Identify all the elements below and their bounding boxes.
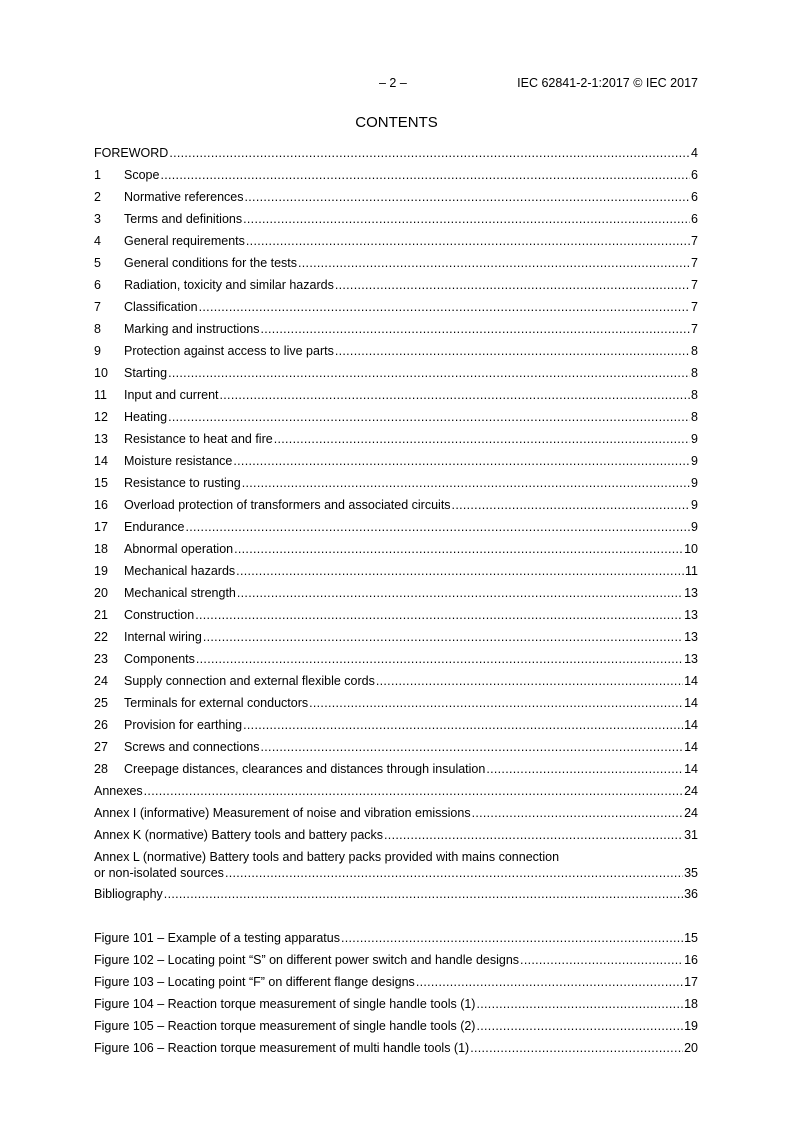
toc-entry[interactable] <box>94 541 698 557</box>
toc-page-number: 13 <box>684 630 698 644</box>
figure-entry-text: Figure 102 – Locating point “S” on different power switch and handle designs <box>94 953 520 967</box>
toc-clause-number: 19 <box>94 564 108 578</box>
toc-clause-number: 10 <box>94 366 108 380</box>
toc-entry-text: Protection against access to live parts <box>124 344 334 358</box>
toc-clause-number: 6 <box>94 278 101 292</box>
toc-page-number: 6 <box>691 212 698 226</box>
toc-clause-number: 9 <box>94 344 101 358</box>
toc-entry[interactable] <box>94 805 698 821</box>
toc-page-number: 9 <box>691 520 698 534</box>
toc-clause-number: 25 <box>94 696 108 710</box>
dot-leader <box>203 629 683 645</box>
dot-leader <box>234 541 683 557</box>
toc-entry-text: Classification <box>124 300 198 314</box>
toc-entry[interactable] <box>94 233 698 249</box>
toc-page-number: 8 <box>691 366 698 380</box>
figure-page-number: 18 <box>684 997 698 1011</box>
dot-leader <box>169 145 690 161</box>
toc-clause-number: 15 <box>94 476 108 490</box>
toc-page-number: 13 <box>684 652 698 666</box>
dot-leader <box>144 783 683 799</box>
figure-entry[interactable] <box>94 996 698 1012</box>
figure-entry-text: Figure 106 – Reaction torque measurement of multi handle tools (1) <box>94 1041 470 1055</box>
toc-clause-number: 11 <box>94 388 107 402</box>
dot-leader <box>376 673 683 689</box>
dot-leader <box>243 211 690 227</box>
toc-page-number: 6 <box>691 168 698 182</box>
figure-page-number: 16 <box>684 953 698 967</box>
toc-entry[interactable] <box>94 167 698 183</box>
dot-leader <box>236 563 684 579</box>
toc-page-number: 7 <box>691 322 698 336</box>
toc-page-number: 24 <box>684 806 698 820</box>
toc-page-number: 14 <box>684 762 698 776</box>
dot-leader <box>245 189 691 205</box>
toc-entry-text: Mechanical hazards <box>124 564 236 578</box>
toc-page-number: 8 <box>691 410 698 424</box>
toc-entry-text: Moisture resistance <box>124 454 233 468</box>
toc-page-number: 10 <box>684 542 698 556</box>
toc-entry-text: Starting <box>124 366 168 380</box>
toc-clause-number: 16 <box>94 498 108 512</box>
dot-leader <box>168 409 690 425</box>
page-number: – 2 – <box>379 76 407 90</box>
toc-entry[interactable] <box>94 299 698 315</box>
figure-entry-text: Figure 101 – Example of a testing apparatus <box>94 931 340 945</box>
figure-page-number: 20 <box>684 1041 698 1055</box>
toc-clause-number: 12 <box>94 410 108 424</box>
toc-entry[interactable] <box>94 717 698 733</box>
toc-clause-number: 18 <box>94 542 108 556</box>
dot-leader <box>246 233 690 249</box>
figure-page-number: 19 <box>684 1019 698 1033</box>
toc-clause-number: 22 <box>94 630 108 644</box>
dot-leader <box>416 974 683 990</box>
toc-entry-text: General requirements <box>124 234 245 248</box>
toc-entry-text: Terminals for external conductors <box>124 696 309 710</box>
dot-leader <box>470 1040 683 1056</box>
toc-page-number: 8 <box>691 344 698 358</box>
toc-entry[interactable] <box>94 343 698 359</box>
toc-page-number: 7 <box>691 234 698 248</box>
toc-clause-number: 24 <box>94 674 108 688</box>
toc-entry-text: Screws and connections <box>124 740 260 754</box>
dot-leader <box>160 167 690 183</box>
toc-entry-text: Annex K (normative) Battery tools and battery packs <box>94 828 384 842</box>
toc-entry-text: Annex L (normative) Battery tools and battery packs provided with mains connection <box>94 850 560 864</box>
toc-clause-number: 21 <box>94 608 108 622</box>
figure-entry-text: Figure 105 – Reaction torque measurement of single handle tools (2) <box>94 1019 476 1033</box>
toc-entry[interactable] <box>94 387 698 403</box>
toc-page-number: 7 <box>691 300 698 314</box>
toc-entry-text: FOREWORD <box>94 146 169 160</box>
toc-entry-text: Scope <box>124 168 160 182</box>
toc-clause-number: 2 <box>94 190 101 204</box>
dot-leader <box>298 255 690 271</box>
figure-entry[interactable] <box>94 974 698 990</box>
dot-leader <box>225 865 683 881</box>
toc-clause-number: 1 <box>94 168 101 182</box>
toc-entry[interactable] <box>94 475 698 491</box>
toc-entry-text: Resistance to rusting <box>124 476 241 490</box>
toc-page-number: 13 <box>684 608 698 622</box>
toc-clause-number: 3 <box>94 212 101 226</box>
toc-page-number: 14 <box>684 674 698 688</box>
toc-page-number: 14 <box>684 718 698 732</box>
dot-leader <box>476 996 683 1012</box>
toc-clause-number: 7 <box>94 300 101 314</box>
toc-page-number: 14 <box>684 740 698 754</box>
toc-entry-text: Heating <box>124 410 168 424</box>
toc-entry-text: Resistance to heat and fire <box>124 432 273 446</box>
toc-entry[interactable] <box>94 761 698 777</box>
toc-page-number: 7 <box>691 256 698 270</box>
dot-leader <box>335 343 690 359</box>
dot-leader <box>185 519 690 535</box>
toc-entry-text: Endurance <box>124 520 185 534</box>
dot-leader <box>261 739 684 755</box>
toc-page-number: 24 <box>684 784 698 798</box>
toc-entry-text: Provision for earthing <box>124 718 243 732</box>
toc-page-number: 9 <box>691 498 698 512</box>
toc-page-number: 31 <box>684 828 698 842</box>
toc-entry[interactable] <box>94 211 698 227</box>
toc-entry[interactable] <box>94 563 698 579</box>
toc-clause-number: 27 <box>94 740 108 754</box>
dot-leader <box>335 277 690 293</box>
toc-clause-number: 5 <box>94 256 101 270</box>
toc-page-number: 6 <box>691 190 698 204</box>
toc-clause-number: 14 <box>94 454 108 468</box>
dot-leader <box>199 299 690 315</box>
document-id: IEC 62841-2-1:2017 © IEC 2017 <box>517 76 698 90</box>
dot-leader <box>384 827 683 843</box>
dot-leader <box>168 365 690 381</box>
toc-page-number: 7 <box>691 278 698 292</box>
figure-page-number: 15 <box>684 931 698 945</box>
toc-page-number: 9 <box>691 476 698 490</box>
dot-leader <box>341 930 683 946</box>
toc-entry-text: or non-isolated sources <box>94 866 224 880</box>
figure-entry[interactable] <box>94 952 698 968</box>
figure-page-number: 17 <box>684 975 698 989</box>
toc-entry-text: Abnormal operation <box>124 542 234 556</box>
toc-page-number: 8 <box>691 388 698 402</box>
figure-entry-text: Figure 103 – Locating point “F” on different flange designs <box>94 975 415 989</box>
toc-entry[interactable] <box>94 497 698 513</box>
toc-entry[interactable] <box>94 739 698 755</box>
figure-entry[interactable] <box>94 1040 698 1056</box>
dot-leader <box>220 387 691 403</box>
toc-entry[interactable] <box>94 519 698 535</box>
toc-entry-text: Construction <box>124 608 195 622</box>
toc-entry[interactable] <box>94 585 698 601</box>
toc-entry[interactable] <box>94 189 698 205</box>
toc-entry[interactable] <box>94 695 698 711</box>
toc-clause-number: 17 <box>94 520 108 534</box>
toc-entry-text: Annex I (informative) Measurement of noise and vibration emissions <box>94 806 471 820</box>
toc-entry-text: Input and current <box>124 388 219 402</box>
toc-page-number: 4 <box>691 146 698 160</box>
toc-entry[interactable] <box>94 431 698 447</box>
toc-page-number: 36 <box>684 887 698 901</box>
page-header <box>94 76 698 92</box>
toc-entry[interactable] <box>94 145 698 161</box>
toc-page-number: 11 <box>685 564 698 578</box>
toc-entry-text: General conditions for the tests <box>124 256 298 270</box>
toc-entry-text: Overload protection of transformers and associated circuits <box>124 498 451 512</box>
toc-entry-text: Marking and instructions <box>124 322 260 336</box>
toc-entry[interactable] <box>94 409 698 425</box>
dot-leader <box>520 952 683 968</box>
toc-entry[interactable] <box>94 827 698 843</box>
toc-entry-text: Components <box>124 652 195 666</box>
figure-entry-text: Figure 104 – Reaction torque measurement of single handle tools (1) <box>94 997 476 1011</box>
toc-entry-text: Mechanical strength <box>124 586 236 600</box>
dot-leader <box>309 695 683 711</box>
toc-page-number: 14 <box>684 696 698 710</box>
toc-entry-text: Creepage distances, clearances and distances through insulation <box>124 762 486 776</box>
toc-clause-number: 20 <box>94 586 108 600</box>
dot-leader <box>195 607 683 623</box>
dot-leader <box>452 497 691 513</box>
toc-entry-text: Normative references <box>124 190 244 204</box>
toc-clause-number: 4 <box>94 234 101 248</box>
toc-entry[interactable] <box>94 365 698 381</box>
toc-page-number: 35 <box>684 866 698 880</box>
figure-entry[interactable] <box>94 930 698 946</box>
toc-clause-number: 23 <box>94 652 108 666</box>
dot-leader <box>486 761 683 777</box>
dot-leader <box>237 585 683 601</box>
toc-entry[interactable] <box>94 651 698 667</box>
toc-entry[interactable] <box>94 255 698 271</box>
toc-page-number: 9 <box>691 454 698 468</box>
toc-clause-number: 28 <box>94 762 108 776</box>
toc-entry-text: Radiation, toxicity and similar hazards <box>124 278 334 292</box>
toc-page-number: 9 <box>691 432 698 446</box>
toc-entry[interactable] <box>94 453 698 469</box>
dot-leader <box>196 651 683 667</box>
dot-leader <box>164 886 683 902</box>
toc-entry[interactable] <box>94 673 698 689</box>
dot-leader <box>476 1018 683 1034</box>
toc-clause-number: 13 <box>94 432 108 446</box>
toc-entry[interactable] <box>94 629 698 645</box>
page-title: CONTENTS <box>355 114 438 131</box>
dot-leader <box>260 321 690 337</box>
toc-entry[interactable] <box>94 277 698 293</box>
toc-entry-text: Internal wiring <box>124 630 202 644</box>
toc-entry-text: Annexes <box>94 784 143 798</box>
toc-entry-text: Terms and definitions <box>124 212 243 226</box>
toc-entry[interactable] <box>94 607 698 623</box>
dot-leader <box>274 431 690 447</box>
dot-leader <box>243 717 683 733</box>
toc-entry[interactable] <box>94 783 698 799</box>
toc-entry-text: Supply connection and external flexible cords <box>124 674 375 688</box>
toc-entry-text: Bibliography <box>94 887 163 901</box>
figure-entry[interactable] <box>94 1018 698 1034</box>
dot-leader <box>472 805 684 821</box>
toc-clause-number: 26 <box>94 718 108 732</box>
toc-page-number: 13 <box>684 586 698 600</box>
dot-leader <box>242 475 690 491</box>
dot-leader <box>233 453 690 469</box>
toc-clause-number: 8 <box>94 322 101 336</box>
toc-entry[interactable] <box>94 321 698 337</box>
